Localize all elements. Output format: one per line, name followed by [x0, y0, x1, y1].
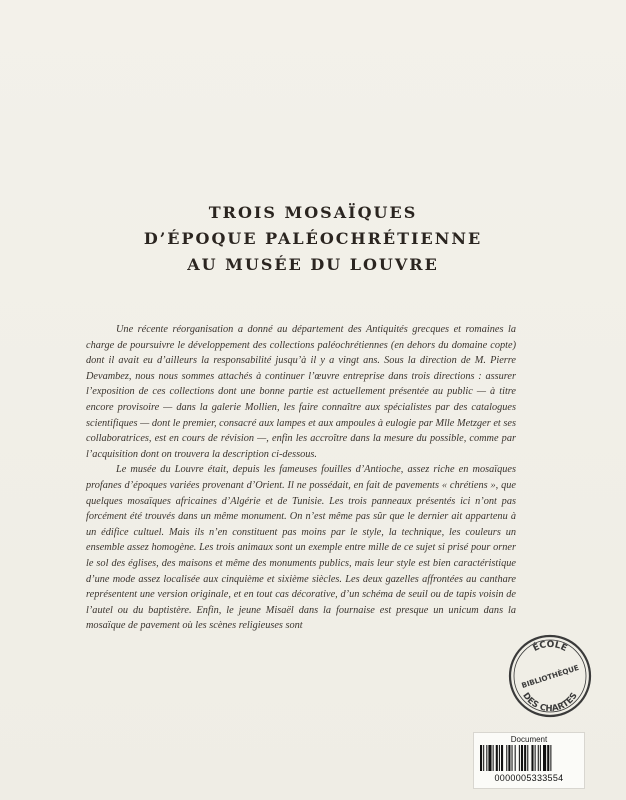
- barcode-bar: [515, 745, 516, 771]
- barcode-bar: [512, 745, 513, 771]
- barcode-bar: [547, 745, 549, 771]
- stamp-top-text: ÉCOLE: [531, 639, 569, 654]
- barcode-label: [473, 732, 585, 789]
- barcode-bar: [496, 745, 498, 771]
- barcode-bar: [483, 745, 484, 771]
- title-line-3: AU MUSÉE DU LOUVRE: [187, 255, 439, 274]
- barcode-bar: [486, 745, 487, 771]
- paragraph-1: Une récente réorganisation a donné au département des Antiquités grecques et romaines la charge de poursuivre le développement des collections paléochrétiennes (en dehors du domaine copte) dont il avait eu d’ailleurs la responsabilité jusqu’à il y a vingt ans. Sous la direction de M. Pierre Devambez, nous nous sommes attachés à continuer l’œuvre entreprise dans trois directions : assurer l’exposition de ces collections dont une bonne partie est actuellement présentée au public — à titre encore provisoire — dans la galerie Mollien, les faire connaître aux spécialistes par des catalogues scientifiques — dont le premier, consacré aux lampes et aux ampoules à eulogie par Mlle Metzger et ses collaboratrices, est en cours de révision —, enfin les accroître dans la mesure du possible, comme par l’acquisition dont on trouvera la description ci-dessous.: [86, 324, 516, 460]
- barcode-bar: [506, 745, 507, 771]
- title-line-1: TROIS MOSAÏQUES: [208, 203, 418, 222]
- barcode-bar: [543, 745, 546, 771]
- barcode-bar: [493, 745, 494, 771]
- barcode-bar: [519, 745, 520, 771]
- stamp-middle-text: BIBLIOTHÈQUE: [520, 662, 580, 690]
- body-text: [86, 322, 516, 634]
- barcode-number: 0000005333554: [494, 773, 564, 783]
- barcode-bar: [540, 745, 541, 771]
- barcode-title: Document: [510, 735, 548, 744]
- barcode-icon: [480, 745, 578, 771]
- barcode-bar: [521, 745, 523, 771]
- barcode-bar: [501, 745, 503, 771]
- barcode-bar: [550, 745, 551, 771]
- barcode-bar: [527, 745, 528, 771]
- page-title: [0, 200, 626, 278]
- barcode-bar: [480, 745, 482, 771]
- barcode-bar: [531, 745, 533, 771]
- barcode-bar: [524, 745, 526, 771]
- barcode-bar: [488, 745, 491, 771]
- barcode-bar: [499, 745, 500, 771]
- barcode-bar: [535, 745, 536, 771]
- title-line-2: D’ÉPOQUE PALÉOCHRÉTIENNE: [143, 229, 483, 248]
- paragraph-2: Le musée du Louvre était, depuis les fameuses fouilles d’Antioche, assez riche en mosaïques profanes d’époques variées provenant d’Orient. Il ne possédait, en fait de pavements « chrétiens », que quelques mosaïques africaines d’Algérie et de Tunisie. Les trois panneaux présentés ici n’ont pas forcément été trouvés dans un même monument. On n’est même pas sûr que le dernier ait appartenu à un édifice cultuel. Mais ils n’en constituent pas moins par le style, la technique, les couleurs un ensemble assez homogène. Les trois animaux sont un exemple entre mille de ce sujet si prisé pour orner le sol des églises, des maisons et même des monuments publics, mais leur style est bien caractéristique d’une mode assez localisée aux cinquième et sixième siècles. Les deux gazelles affrontées au canthare représentent une version originale, et en tout cas décorative, d’un schéma de seuil ou de tapis voisin de l’autel ou du baptistère. Enfin, le jeune Misaël dans la fournaise est presque un unicum dans la mosaïque de pavement où les scènes religieuses sont: [86, 464, 516, 632]
- stamp-bottom-text: DES CHARTES: [520, 691, 580, 715]
- barcode-bar: [508, 745, 510, 771]
- barcode-bar: [538, 745, 539, 771]
- library-stamp: [507, 633, 593, 719]
